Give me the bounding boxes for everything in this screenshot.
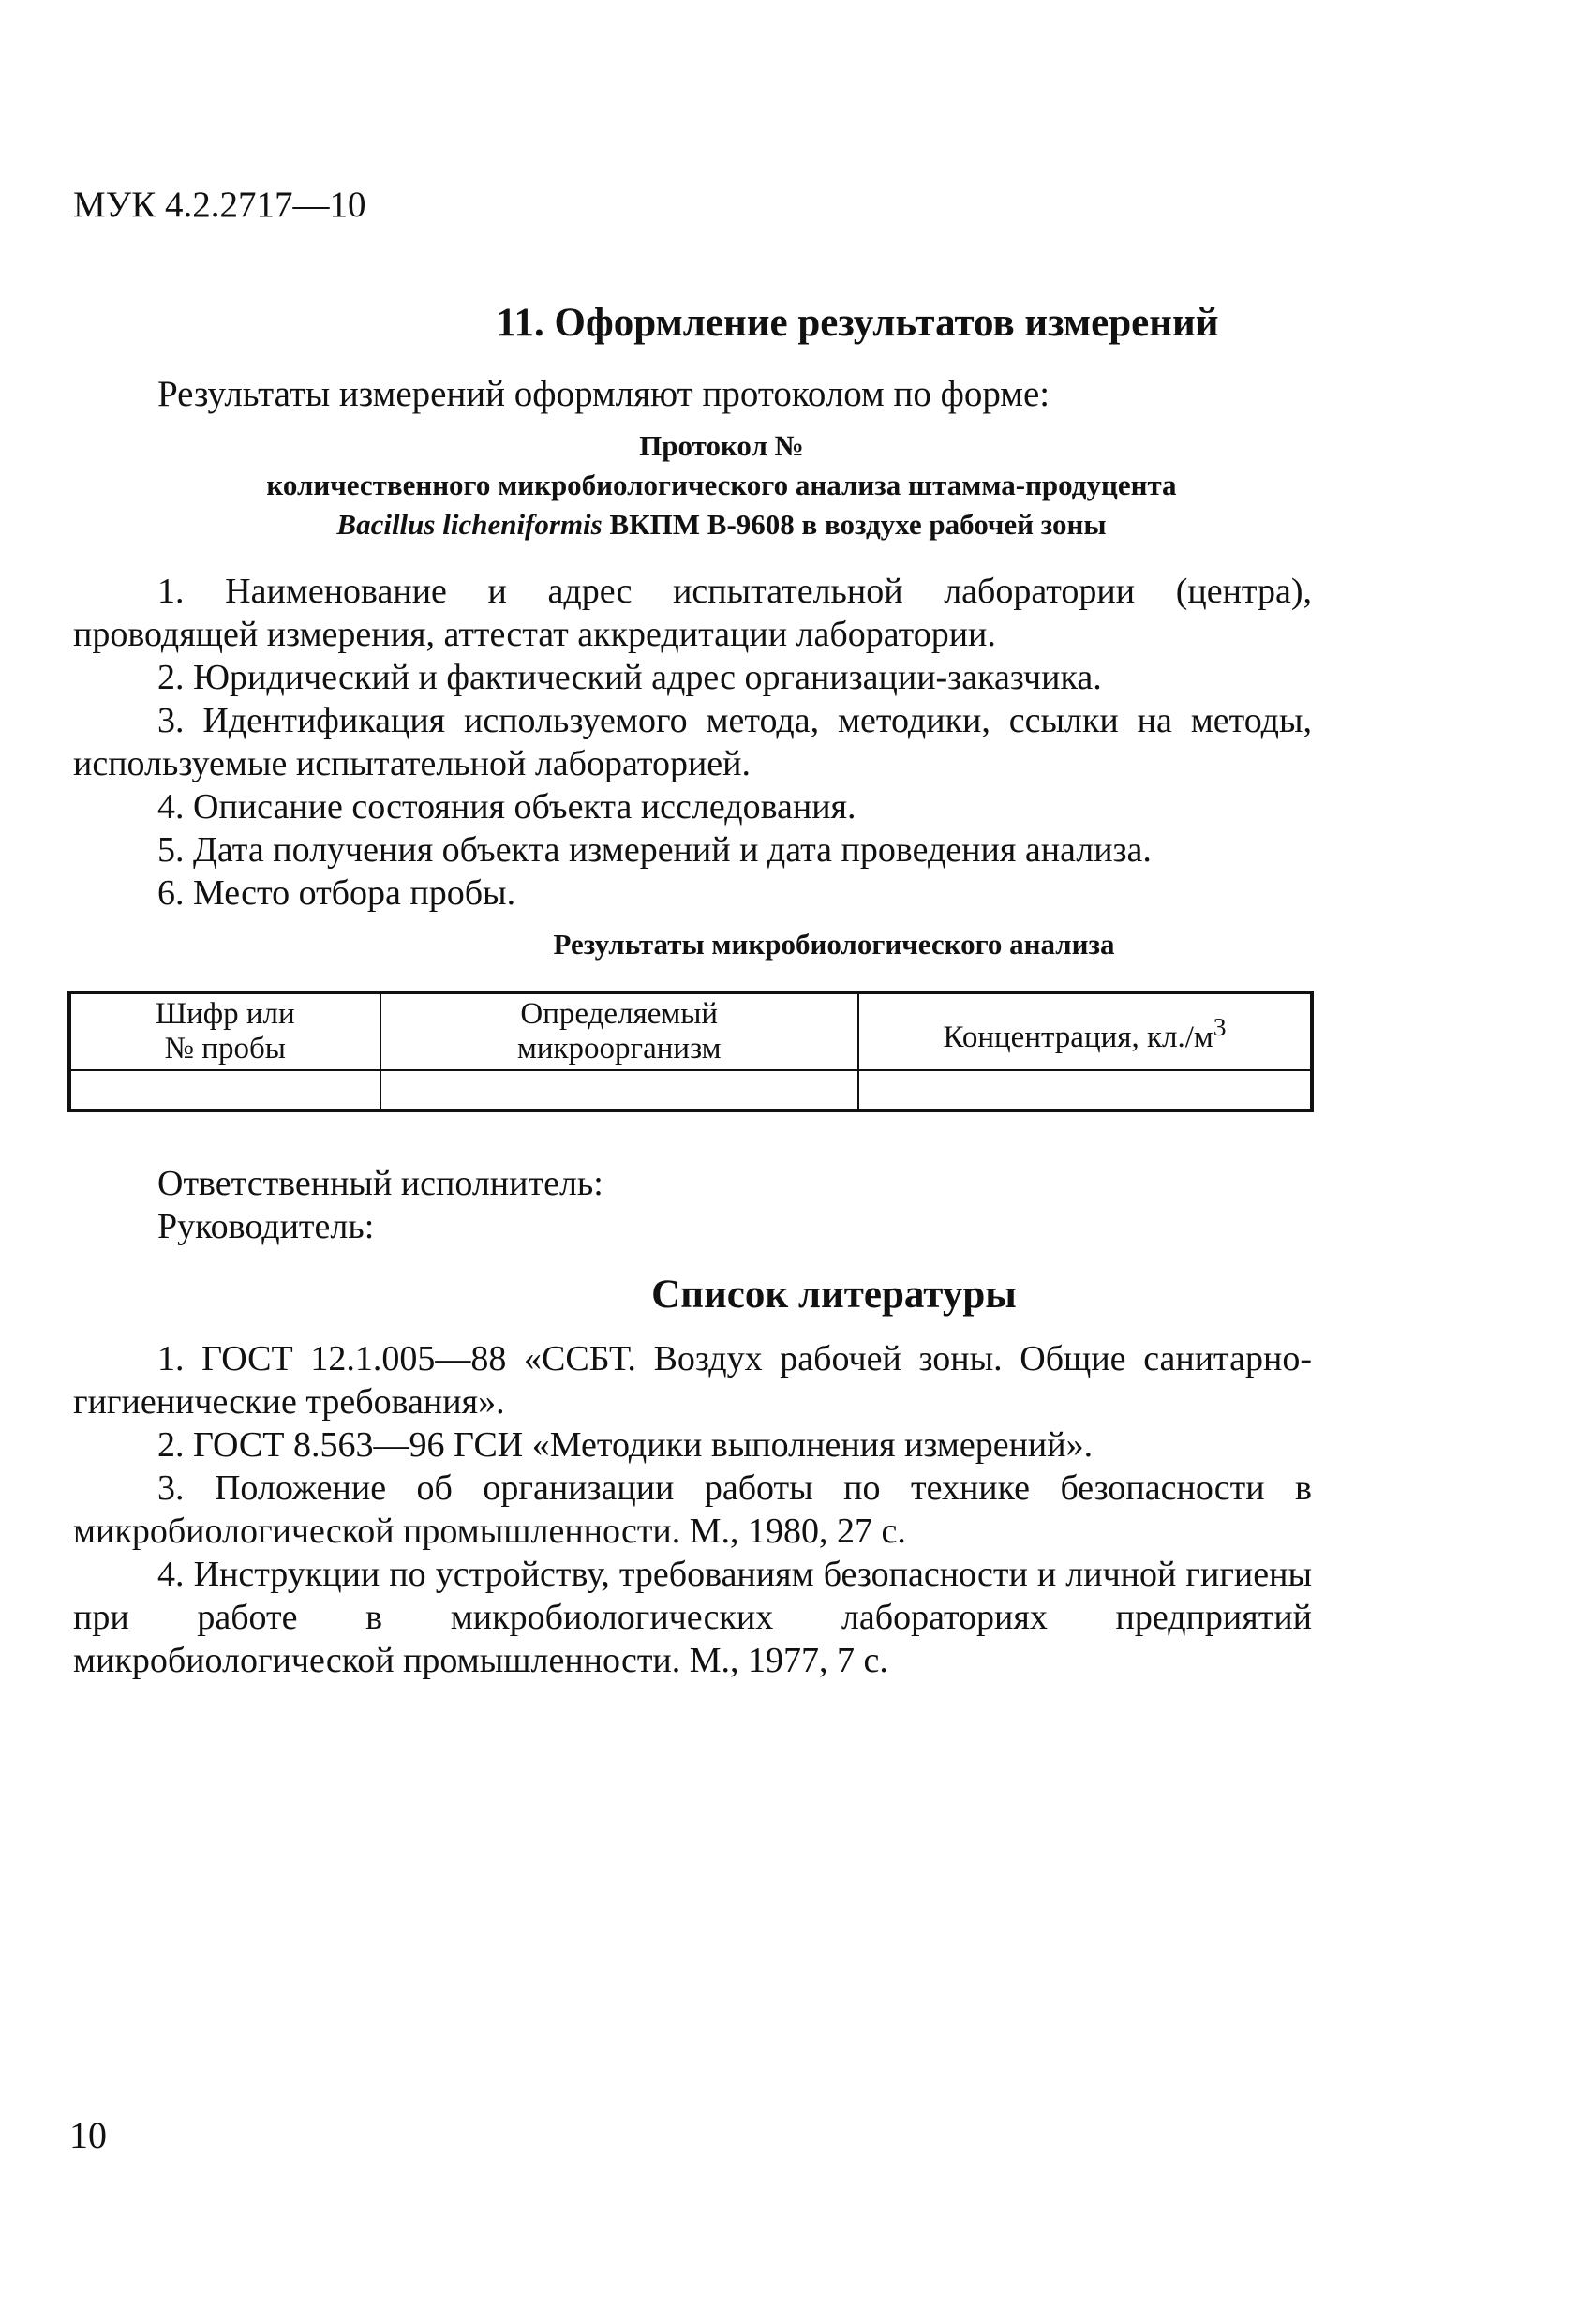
protocol-item: 4. Описание состояния объекта исследования. (157, 787, 856, 827)
literature-ref: 4. Инструкции по устройству, требованиям безопасности и личной гигиены при работе в микробиологических лабораториях предприятий микробиологической промышленности. М., 1977, 7 с. (73, 1555, 1312, 1680)
header-line: Шифр или (155, 997, 295, 1031)
literature-ref: 2. ГОСТ 8.563—96 ГСИ «Методики выполнения измерений». (157, 1425, 1094, 1465)
head-label: Руководитель: (157, 1207, 375, 1246)
responsible-executor-label: Ответственный исполнитель: (157, 1164, 603, 1203)
column-header-sample-code (69, 992, 380, 1070)
protocol-item: 5. Дата получения объекта измерений и дата проведения анализа. (157, 830, 1152, 870)
results-table (67, 991, 1314, 1112)
protocol-item: 3. Идентификация используемого метода, методики, ссылки на методы, используемые испытательной лабораторией. (73, 701, 1312, 783)
table-title: Результаты микробиологического анализа (553, 928, 1115, 961)
header-line: № пробы (164, 1032, 286, 1065)
column-header-concentration (858, 992, 1312, 1070)
protocol-item: 1. Наименование и адрес испытательной лаборатории (центра), проводящей измерения, аттестат аккредитации лаборатории. (73, 572, 1312, 654)
table-cell (858, 1070, 1312, 1110)
table-row (69, 1070, 1312, 1110)
literature-ref: 3. Положение об организации работы по технике безопасности в микробиологической промышленности. М., 1980, 27 с. (73, 1468, 1312, 1551)
header-line: Определяемый (520, 997, 719, 1031)
protocol-item: 2. Юридический и фактический адрес организации-заказчика. (157, 658, 1102, 697)
protocol-subtitle: количественного микробиологического анализа штамма-продуцента (266, 469, 1177, 501)
header-superscript: 3 (1213, 1011, 1227, 1041)
literature-list (73, 1337, 1312, 1682)
table-header-row (69, 992, 1312, 1070)
literature-title: Список литературы (651, 1273, 1017, 1317)
section-intro: Результаты измерений оформляют протоколом по форме: (157, 374, 1050, 414)
section-title: 11. Оформление результатов измерений (496, 301, 1219, 345)
header-line: микроорганизм (516, 1032, 722, 1065)
literature-ref: 1. ГОСТ 12.1.005—88 «ССБТ. Воздух рабочей зоны. Общие санитарно-гигиенические требования». (73, 1339, 1312, 1422)
protocol-strain-species: Bacillus licheniformis (336, 508, 603, 541)
signoff-block (157, 1162, 603, 1248)
column-header-microorganism (380, 992, 859, 1070)
protocol-item: 6. Место отбора пробы. (157, 873, 516, 913)
header-line: Концентрация, кл./м (943, 1020, 1213, 1054)
protocol-title: Протокол № (639, 429, 804, 462)
document-code: МУК 4.2.2717—10 (73, 185, 366, 225)
protocol-items (73, 570, 1312, 915)
protocol-strain (122, 508, 1321, 542)
page-number: 10 (69, 2114, 107, 2156)
table-cell (69, 1070, 380, 1110)
table-cell (380, 1070, 859, 1110)
protocol-strain-rest: ВКПМ В-9608 в воздухе рабочей зоны (602, 508, 1107, 541)
